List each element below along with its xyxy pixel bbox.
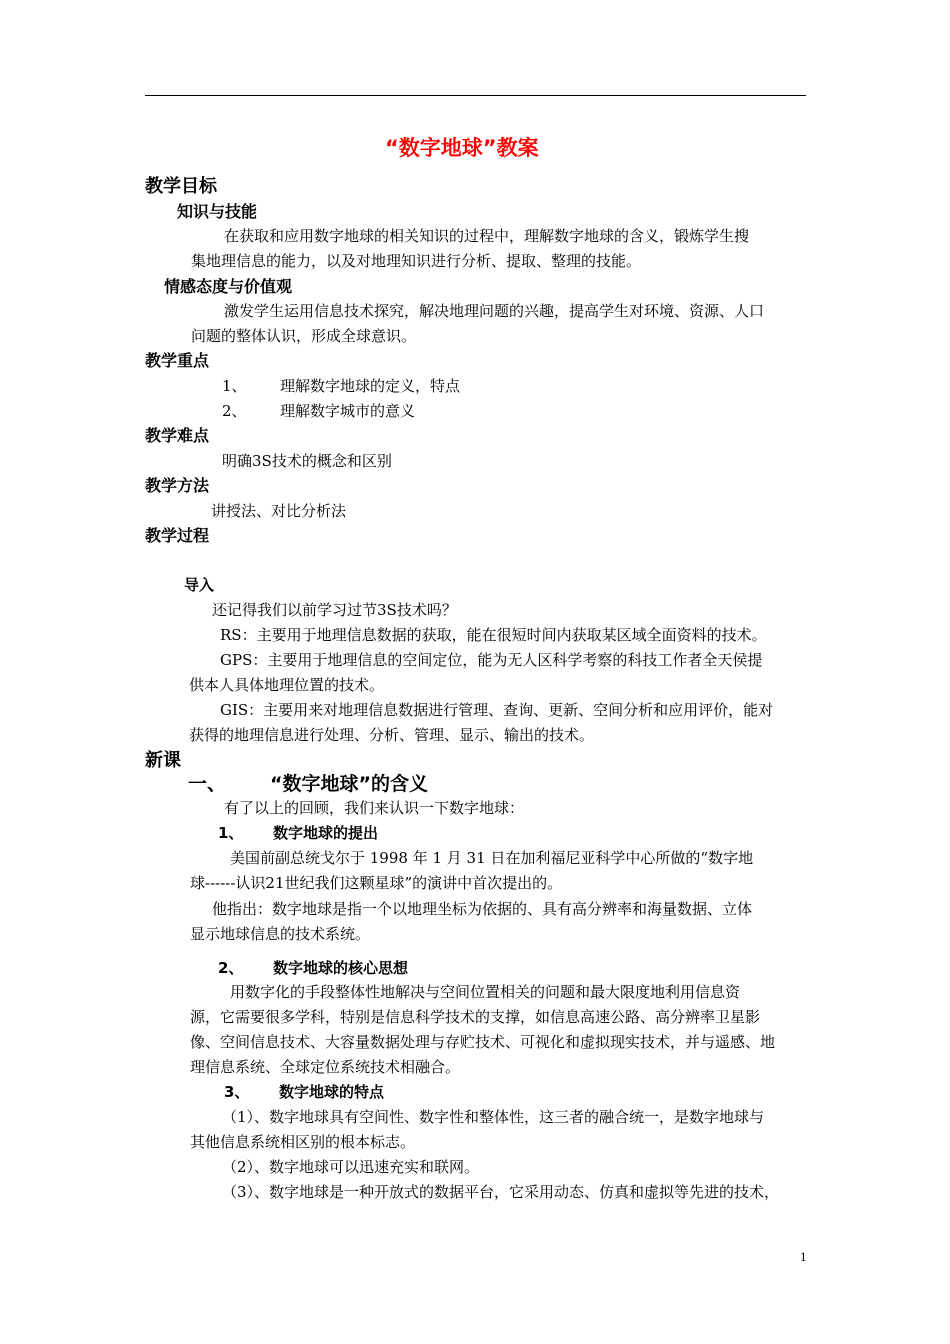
paragraph-line: 明确3S技术的概念和区别	[222, 452, 392, 470]
paragraph-line: GIS：主要用来对地理信息数据进行管理、查询、更新、空间分析和应用评价，能对	[220, 701, 774, 719]
paragraph-line: 他指出：数字地球是指一个以地理坐标为依据的、具有高分辨率和海量数据、立体	[212, 900, 753, 918]
heading-intro: 导入	[184, 576, 215, 594]
paragraph-line: 问题的整体认识，形成全球意识。	[191, 327, 417, 345]
part-number: 一、	[188, 773, 227, 795]
paragraph-line: 在获取和应用数字地球的相关知识的过程中，理解数字地球的含义，锻炼学生搜	[224, 227, 750, 245]
heading-new-lesson: 新课	[145, 750, 181, 771]
paragraph-line: RS：主要用于地理信息数据的获取，能在很短时间内获取某区域全面资料的技术。	[220, 626, 767, 644]
paragraph-line: 显示地球信息的技术系统。	[190, 925, 371, 943]
page-number: 1	[800, 1249, 807, 1264]
paragraph-line: 讲授法、对比分析法	[211, 502, 347, 520]
subsection-title: 数字地球的核心思想	[273, 959, 409, 977]
paragraph-line: 还记得我们以前学习过节3S技术吗？	[212, 601, 457, 619]
page-title: “数字地球”教案	[385, 136, 539, 160]
paragraph-line: 供本人具体地理位置的技术。	[189, 676, 385, 694]
paragraph-line: （1）、数字地球具有空间性、数字性和整体性，这三者的融合统一，是数字地球与	[222, 1108, 765, 1126]
paragraph-line: 激发学生运用信息技术探究，解决地理问题的兴趣，提高学生对环境、资源、人口	[224, 302, 765, 320]
paragraph-line: 源，它需要很多学科，特别是信息科学技术的支撑，如信息高速公路、高分辨率卫星影	[190, 1008, 761, 1026]
header-rule	[145, 95, 806, 96]
paragraph-line: 其他信息系统相区别的根本标志。	[190, 1133, 416, 1151]
part-title: “数字地球”的含义	[270, 773, 428, 795]
paragraph-line: 球------认识21世纪我们这颗星球”的演讲中首次提出的。	[190, 874, 563, 892]
subsection-title: 数字地球的提出	[273, 824, 379, 842]
paragraph-line: 集地理信息的能力，以及对地理知识进行分析、提取、整理的技能。	[191, 252, 642, 270]
heading-methods: 教学方法	[145, 476, 210, 495]
heading-key-points: 教学重点	[145, 351, 210, 370]
paragraph-line: 美国前副总统戈尔于 1998 年 1 月 31 日在加利福尼亚科学中心所做的“数字地	[230, 849, 754, 867]
heading-attitude: 情感态度与价值观	[164, 277, 293, 296]
paragraph-line: GPS：主要用于地理信息的空间定位，能为无人区科学考察的科技工作者全天侯提	[220, 651, 763, 669]
heading-knowledge-skills: 知识与技能	[177, 202, 258, 221]
heading-difficulties: 教学难点	[145, 426, 210, 445]
paragraph-line: 像、空间信息技术、大容量数据处理与存贮技术、可视化和虚拟现实技术，并与遥感、地	[190, 1033, 776, 1051]
paragraph-line: 用数字化的手段整体性地解决与空间位置相关的问题和最大限度地利用信息资	[230, 983, 741, 1001]
list-number: 1、	[222, 377, 247, 395]
paragraph-line: 获得的地理信息进行处理、分析、管理、显示、输出的技术。	[189, 726, 595, 744]
subsection-number: 1、	[218, 824, 244, 842]
subsection-number: 2、	[218, 959, 244, 977]
paragraph-line: 理信息系统、全球定位系统技术相融合。	[190, 1058, 461, 1076]
list-item: 理解数字地球的定义，特点	[280, 377, 461, 395]
heading-process: 教学过程	[145, 526, 210, 545]
paragraph-line: 有了以上的回顾，我们来认识一下数字地球：	[224, 799, 525, 817]
list-number: 2、	[222, 402, 247, 420]
list-item: 理解数字城市的意义	[280, 402, 416, 420]
subsection-title: 数字地球的特点	[279, 1083, 385, 1101]
heading-objectives: 教学目标	[145, 176, 217, 197]
paragraph-line: （2）、数字地球可以迅速充实和联网。	[222, 1158, 480, 1176]
subsection-number: 3、	[224, 1083, 250, 1101]
paragraph-line: （3）、数字地球是一种开放式的数据平台，它采用动态、仿真和虚拟等先进的技术，	[222, 1183, 780, 1201]
